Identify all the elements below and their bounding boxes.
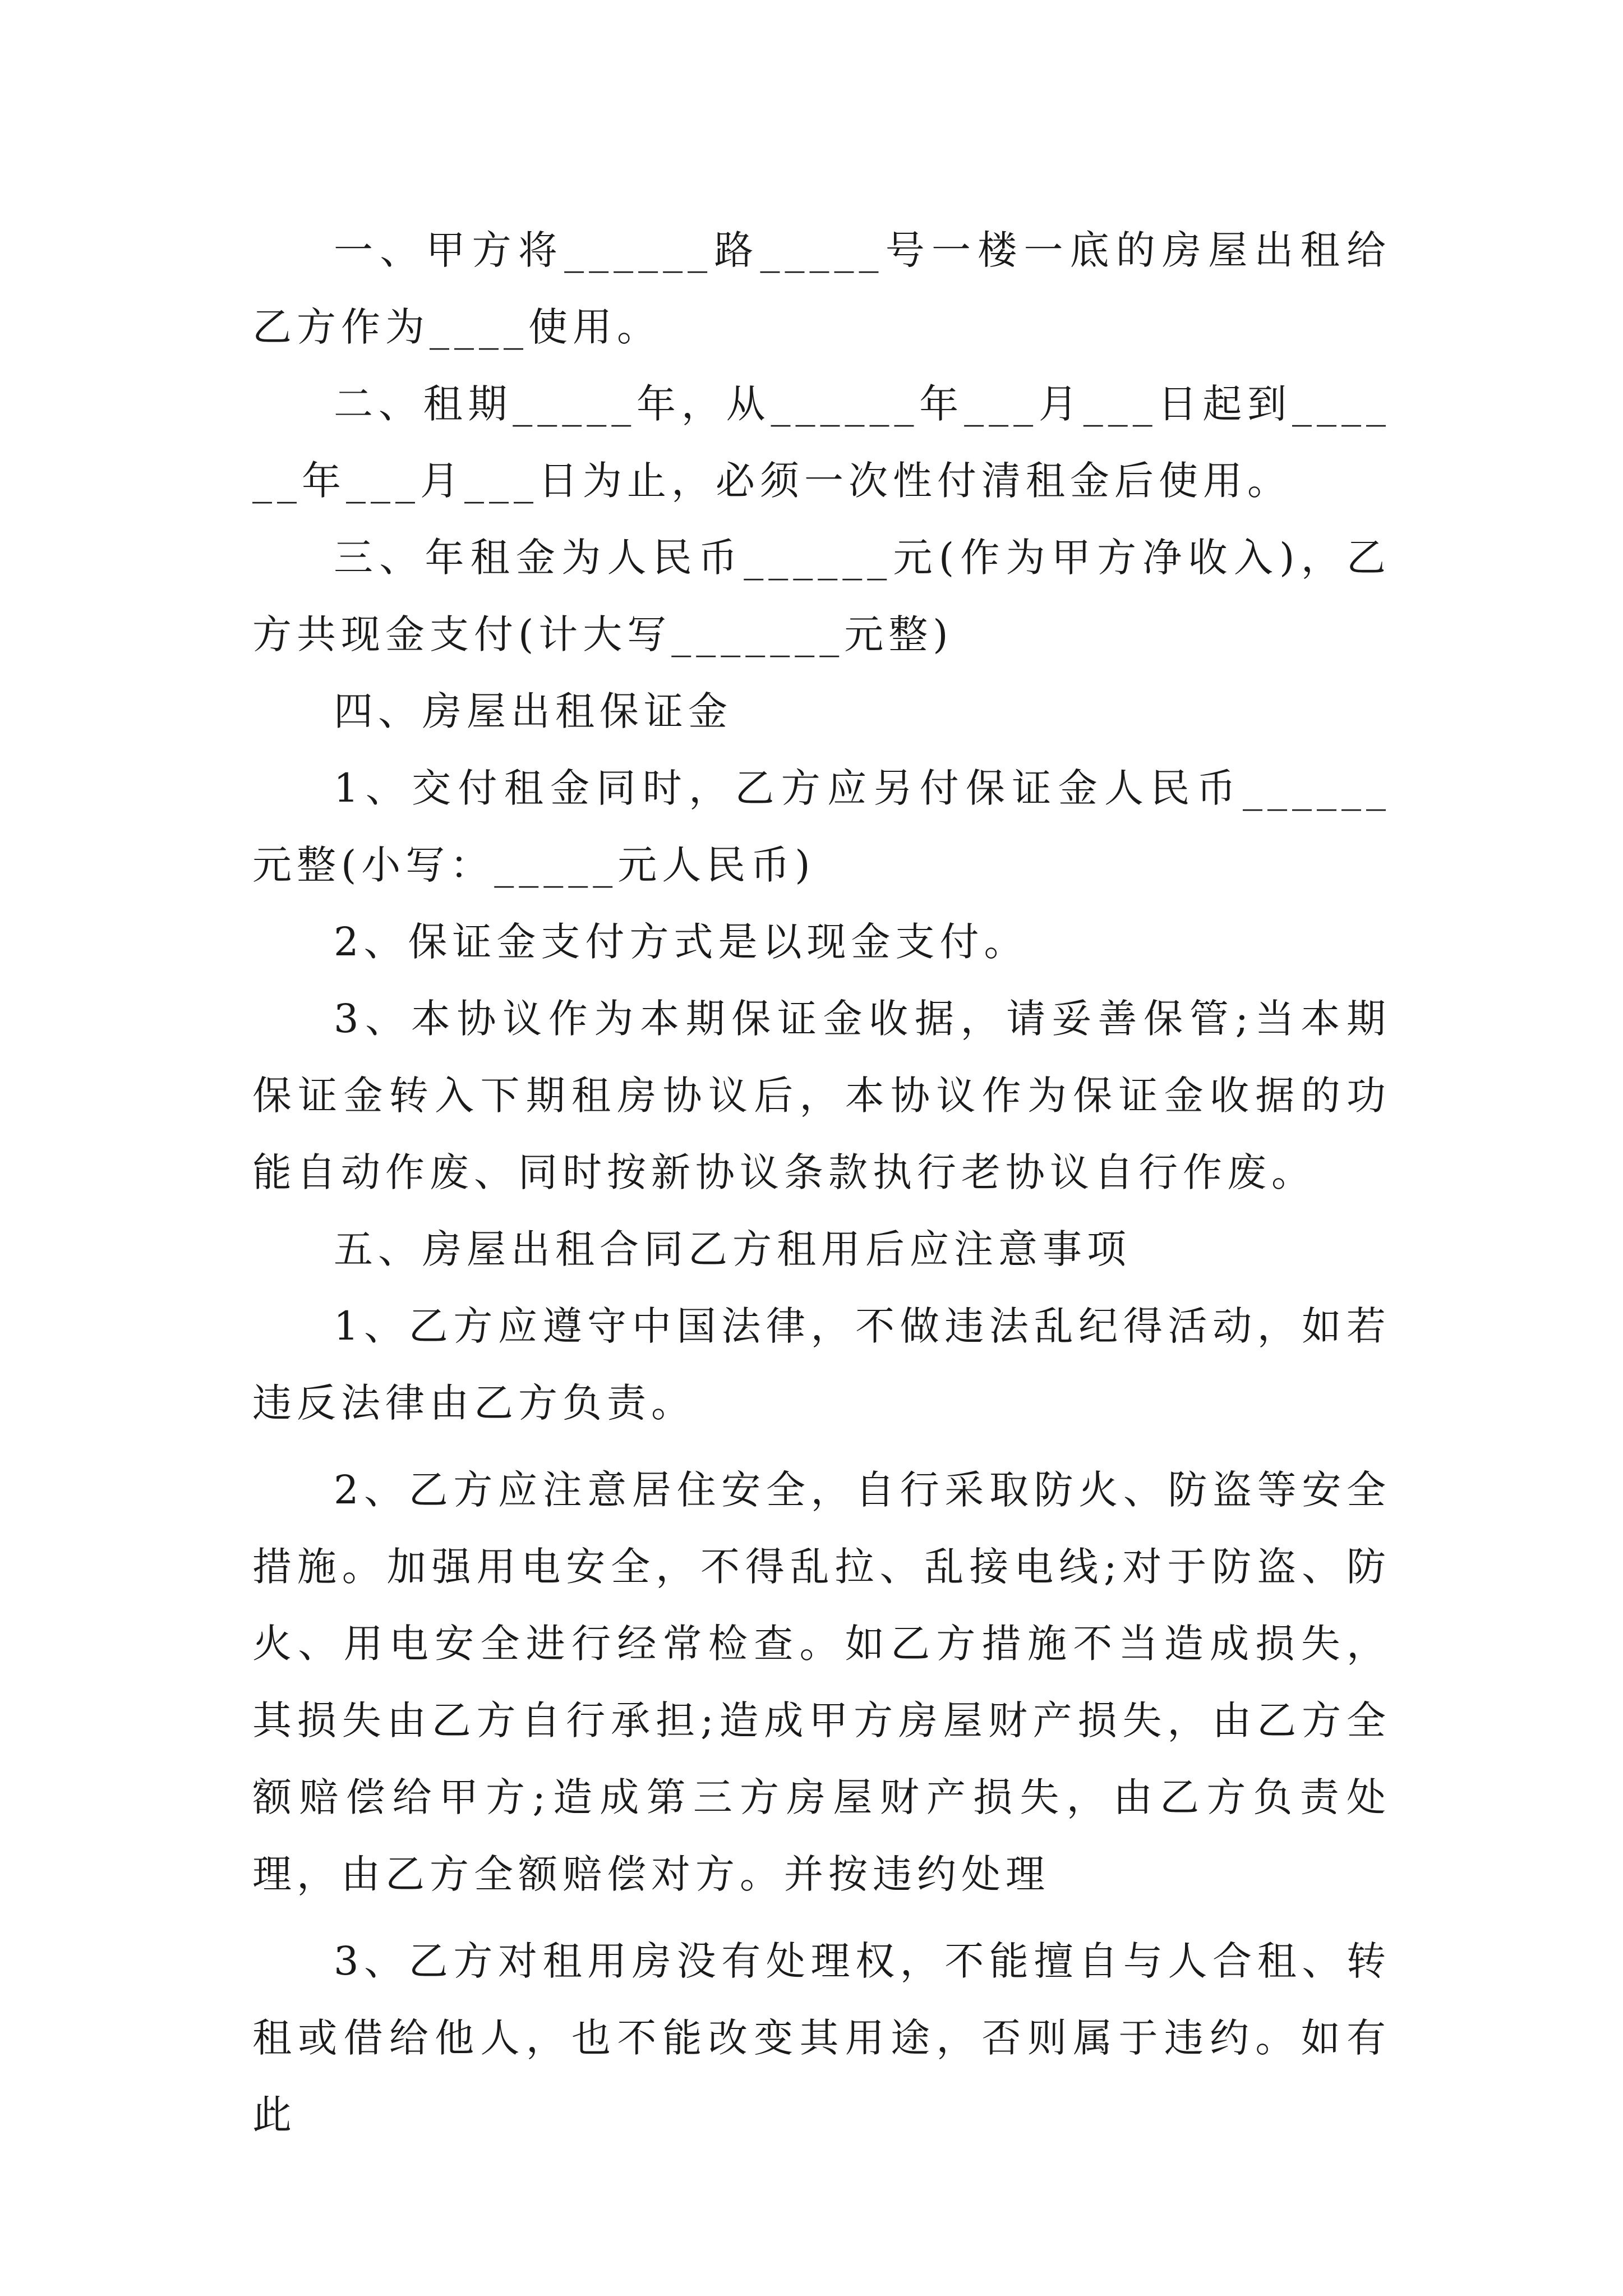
paragraph-notice-item-3: 3、乙方对租用房没有处理权，不能擅自与人合租、转租或借给他人，也不能改变其用途，否则属于违约。如有此	[252, 1938, 1391, 2138]
paragraph-notice-item-2: 2、乙方应注意居住安全，自行采取防火、防盗等安全措施。加强用电安全，不得乱拉、乱接电线;对于防盗、防火、用电安全进行经常检查。如乙方措施不当造成损失，其损失由乙方自行承担;造成甲方房屋财产损失，由乙方全额赔偿给甲方;造成第三方房屋财产损失，由乙方负责处理，由乙方全额赔偿对方。并按违约处理	[252, 1467, 1391, 1897]
paragraph-deposit-item-2: 2、保证金支付方式是以现金支付。	[334, 919, 1029, 965]
paragraph-clause-3-rent: 三、年租金为人民币______元(作为甲方净收入)，乙方共现金支付(计大写_______元整)	[252, 535, 1391, 657]
document-body	[252, 212, 1391, 2154]
paragraph-clause-4-heading: 四、房屋出租保证金	[334, 688, 732, 734]
paragraph-clause-1-premises: 一、甲方将______路_____号一楼一底的房屋出租给乙方作为____使用。	[252, 227, 1391, 350]
paragraph-deposit-item-1: 1、交付租金同时，乙方应另付保证金人民币______元整(小写：_____元人民币)	[252, 765, 1391, 888]
paragraph-clause-2-term: 二、租期_____年，从______年___月___日起到______年___月___日为止，必须一次性付清租金后使用。	[252, 381, 1391, 504]
paragraph-clause-5-heading: 五、房屋出租合同乙方租用后应注意事项	[334, 1226, 1131, 1272]
paragraph-deposit-item-3: 3、本协议作为本期保证金收据，请妥善保管;当本期保证金转入下期租房协议后，本协议作为保证金收据的功能自动作废、同时按新协议条款执行老协议自行作废。	[252, 996, 1391, 1195]
paragraph-notice-item-1: 1、乙方应遵守中国法律，不做违法乱纪得活动，如若违反法律由乙方负责。	[252, 1303, 1391, 1426]
